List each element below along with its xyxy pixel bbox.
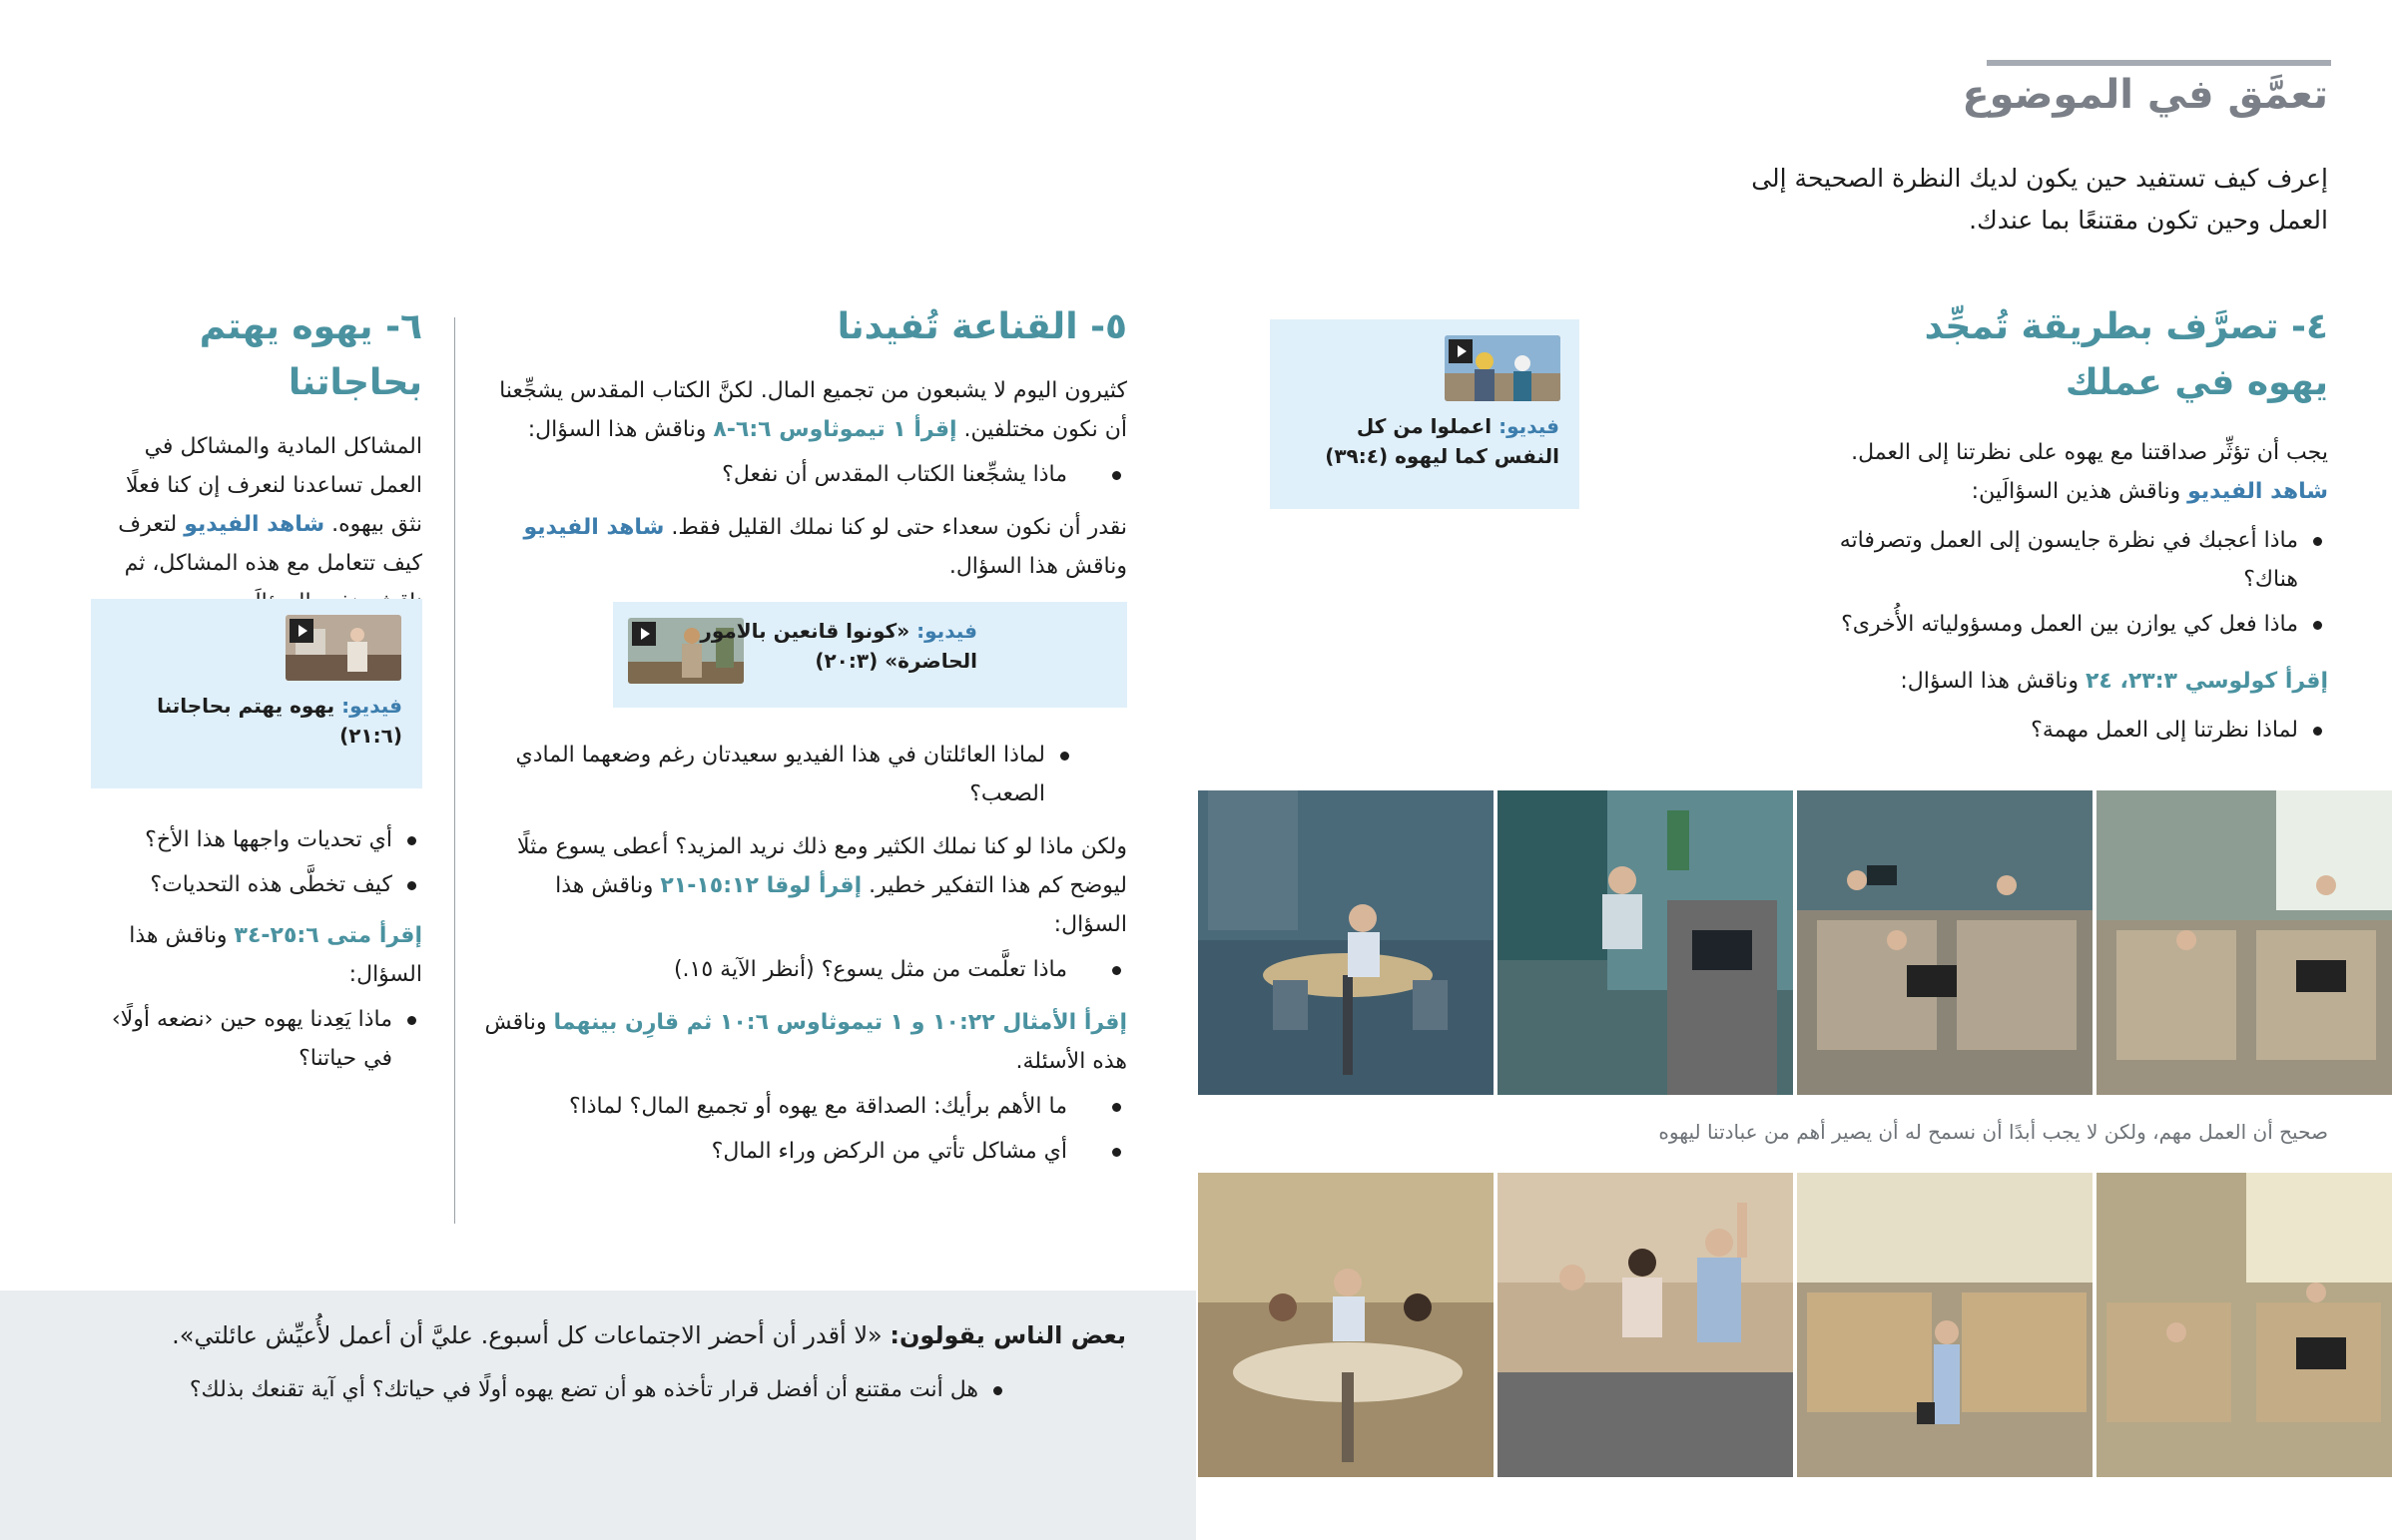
video-duration: (٣:‏٢٠) bbox=[815, 649, 879, 673]
section-4-heading-line1: ٤- تصرَّف بطريقة تُمجِّد bbox=[1924, 306, 2328, 347]
video-box[interactable] bbox=[1270, 319, 1579, 509]
read-rest-text: وناقش هذا السؤال: bbox=[129, 923, 422, 987]
section-5-heading: ٥- القناعة تُفيدنا bbox=[837, 306, 1127, 347]
question: ما الأهم برأيك: الصداقة مع يهوه أو تجميع المال؟ لماذا؟ bbox=[483, 1087, 1127, 1126]
scripture-link[interactable]: إقرأ متى ٦:‏٢٥-٣٤ bbox=[234, 923, 422, 948]
question: كيف تخطَّى هذه التحديات؟ bbox=[70, 865, 422, 904]
section-5-p4 bbox=[483, 1003, 1127, 1081]
question: ماذا فعل كي يوازن بين العمل ومسؤولياته الأُخرى؟ bbox=[1769, 605, 2328, 644]
video-box[interactable] bbox=[613, 602, 1127, 708]
illustration bbox=[1198, 1173, 1494, 1477]
video-title: يهوه يهتم بحاجاتنا bbox=[157, 694, 335, 718]
question: لماذا نظرتنا إلى العمل مهمة؟ bbox=[1769, 711, 2328, 750]
photo-meeting bbox=[1498, 1173, 1793, 1477]
illustration bbox=[1198, 790, 1494, 1095]
section-5-p2 bbox=[483, 508, 1127, 586]
p2-rest: وناقش هذا السؤال. bbox=[948, 554, 1127, 579]
video-title: اعملوا من كل النفس كما ليهوه bbox=[1356, 414, 1559, 468]
illustration bbox=[2096, 1173, 2392, 1477]
illustration bbox=[2096, 790, 2392, 1095]
video-caption bbox=[698, 616, 977, 676]
p2-text: نقدر أن نكون سعداء حتى لو كنا نملك القليل فقط. bbox=[671, 515, 1127, 540]
question: ماذا يَعِدنا يهوه حين ‹نضعه أولًا› في حياتنا؟ bbox=[93, 1000, 422, 1078]
photo-family-meal bbox=[1198, 1173, 1494, 1477]
section-6-p1 bbox=[88, 427, 422, 622]
play-icon[interactable] bbox=[1449, 339, 1473, 363]
objection-quote bbox=[48, 1315, 1126, 1355]
video-box[interactable] bbox=[91, 599, 422, 788]
photo-home-night bbox=[1198, 790, 1494, 1095]
video-label: فيديو: bbox=[916, 619, 977, 643]
video-title: «كونوا قانعين بالامور الحاضرة» bbox=[700, 619, 977, 673]
question: ماذا تعلَّمت من مثل يسوع؟ (أنظر الآية ١٥.) bbox=[483, 950, 1127, 989]
read-line bbox=[1769, 662, 2328, 701]
read-line bbox=[70, 916, 422, 994]
read-rest-text: وناقش هذا السؤال: bbox=[1900, 669, 2086, 694]
section-4 bbox=[1769, 299, 2328, 750]
section-4-intro-text: يجب أن تؤثِّر صداقتنا مع يهوه على نظرتنا إلى العمل. bbox=[1851, 440, 2328, 465]
section-6-heading: ٦- يهوه يهتم بحاجاتنا bbox=[199, 306, 422, 403]
photo-office-cubicles bbox=[1797, 790, 2093, 1095]
video-thumbnail[interactable] bbox=[1445, 335, 1560, 401]
video-caption bbox=[1290, 411, 1559, 471]
video-thumbnail[interactable] bbox=[286, 615, 401, 681]
video-caption bbox=[153, 691, 402, 751]
p1-text: المشاكل المادية والمشاكل في العمل تساعدنا لنعرف إن كنا فعلًا نثق بيهوه. bbox=[126, 434, 422, 537]
p3-text: ولكن ماذا لو كنا نملك الكثير ومع ذلك نريد المزيد؟ أعطى يسوع مثلًا ليوضح كم هذا التفكير خطير. bbox=[517, 834, 1127, 898]
video-label: فيديو: bbox=[1498, 414, 1559, 438]
p4-rest: وناقش هذه الأسئلة. bbox=[484, 1010, 1127, 1074]
scripture-link[interactable]: إقرأ لوقا ١٢:‏١٥-٢١ bbox=[660, 873, 863, 898]
section-5-p1 bbox=[483, 371, 1127, 449]
illustration bbox=[1797, 1173, 2093, 1477]
watch-video-link[interactable]: شاهد الفيديو bbox=[523, 515, 665, 540]
column-divider bbox=[454, 317, 455, 1224]
objection-lead: بعض الناس يقولون: bbox=[890, 1321, 1126, 1349]
page-title: تعمَّق في الموضوع bbox=[1962, 72, 2328, 118]
section-4-heading bbox=[1769, 299, 2328, 411]
watch-video-link[interactable]: شاهد الفيديو bbox=[184, 512, 325, 537]
question: أي مشاكل تأتي من الركض وراء المال؟ bbox=[483, 1132, 1127, 1171]
photo-office-afternoon bbox=[2096, 1173, 2392, 1477]
photo-office-night bbox=[1498, 790, 1793, 1095]
video-duration: (٤:‏٣٩) bbox=[1325, 444, 1389, 468]
section-4-intro bbox=[1769, 433, 2328, 511]
section-5-p3 bbox=[483, 827, 1127, 944]
illustration bbox=[1498, 1173, 1793, 1477]
section-4-heading-line2: يهوه في عملك bbox=[2065, 362, 2328, 403]
question: لماذا العائلتان في هذا الفيديو سعيدتان رغم وضعهما المادي الصعب؟ bbox=[483, 736, 1075, 813]
objection-text: «لا أقدر أن أحضر الاجتماعات كل أسبوع. عليَّ أن أعمل لأُعيِّش عائلتي». bbox=[172, 1321, 891, 1349]
objection-box bbox=[0, 1290, 1196, 1540]
section-6-questions bbox=[70, 820, 422, 1078]
watch-rest-text: وناقش هذين السؤالَين: bbox=[1971, 479, 2188, 504]
video-duration: (٦:‏٢١) bbox=[339, 724, 402, 748]
illustration bbox=[1797, 790, 2093, 1095]
play-icon[interactable] bbox=[632, 622, 656, 646]
intro-text: إعرف كيف تستفيد حين يكون لديك النظرة الصحيحة إلى العمل وحين تكون مقتنعًا بما عندك. bbox=[1751, 164, 2328, 235]
scripture-link[interactable]: إقرأ كولوسي ٣:‏٢٣، ٢٤ bbox=[2085, 669, 2328, 694]
section-6 bbox=[88, 299, 422, 622]
scripture-link[interactable]: إقرأ الأمثال ٢٢:‏١٠ و ١ تيموثاوس ٦:‏١٠ ثم قارِن بينهما bbox=[553, 1010, 1127, 1035]
photo-office-day bbox=[2096, 790, 2392, 1095]
photos-caption: صحيح أن العمل مهم، ولكن لا يجب أبدًا أن نسمح له أن يصير أهم من عبادتنا ليهوه bbox=[1658, 1120, 2328, 1144]
question: ماذا يشجِّعنا الكتاب المقدس أن نفعل؟ bbox=[483, 455, 1127, 494]
photo-office-leaving bbox=[1797, 1173, 2093, 1477]
illustration bbox=[1498, 790, 1793, 1095]
video-label: فيديو: bbox=[341, 694, 402, 718]
scripture-link[interactable]: إقرأ ١ تيموثاوس ٦:‏٦-٨ bbox=[713, 417, 957, 442]
video-box-wrap bbox=[483, 602, 1127, 728]
question: أي تحديات واجهها هذا الأخ؟ bbox=[70, 820, 422, 859]
p1-rest: لتعرف كيف تتعامل مع هذه المشاكل، ثم bbox=[118, 512, 422, 576]
question: ماذا أعجبك في نظرة جايسون إلى العمل وتصرفاته هناك؟ bbox=[1784, 521, 2328, 599]
p1-rest: وناقش هذا السؤال: bbox=[527, 417, 714, 442]
p1-text: كثيرون اليوم لا يشبعون من تجميع المال. لكنَّ الكتاب المقدس يشجِّعنا أن نكون مختلفين. bbox=[499, 378, 1127, 442]
objection-question: هل أنت مقتنع أن أفضل قرار تأخذه هو أن تضع يهوه أولًا في حياتك؟ أي آية تقنعك بذلك؟ bbox=[0, 1370, 1008, 1409]
header-rule bbox=[1987, 60, 2331, 66]
watch-video-link[interactable]: شاهد الفيديو bbox=[2187, 479, 2328, 504]
section-5 bbox=[483, 299, 1127, 1171]
p3-rest: وناقش هذا السؤال: bbox=[555, 873, 1127, 937]
play-icon[interactable] bbox=[290, 619, 313, 643]
